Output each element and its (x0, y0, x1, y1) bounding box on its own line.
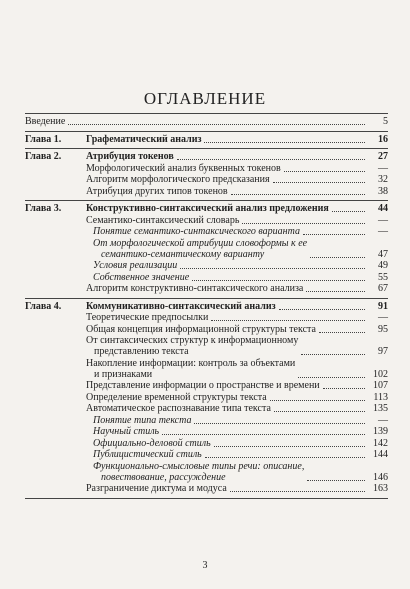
entry-title (86, 335, 298, 357)
entry-page: 97 (378, 346, 388, 357)
entry-title: Условия реализации (93, 260, 178, 271)
dot-leader (205, 457, 365, 458)
entry-page: — (378, 162, 388, 174)
entry-title: Разграничение диктума и модуса (86, 483, 227, 494)
chapter-page: 44 (378, 203, 388, 214)
chapter-page: 16 (378, 133, 388, 145)
toc-entry[interactable] (86, 324, 388, 335)
toc-entry[interactable] (86, 358, 388, 380)
entry-page: 113 (373, 391, 388, 403)
table-of-contents (25, 113, 388, 499)
toc-chapter-4[interactable] (25, 301, 388, 312)
chapter-label: Глава 4. (25, 300, 62, 312)
dot-leader (306, 291, 365, 292)
chapter-title: Атрибуция токенов (86, 151, 174, 162)
dot-leader (332, 211, 365, 212)
entry-page: 139 (373, 426, 388, 437)
entry-title-line2: и признаками (94, 368, 153, 380)
entry-title-line1: Накопление информации: контроль за объектами (86, 357, 296, 369)
toc-subentry[interactable] (93, 426, 388, 437)
toc-entry-intro[interactable] (25, 116, 388, 127)
entry-title: Научный стиль (93, 426, 160, 437)
entry-title: Представление информации о пространстве и времени (86, 380, 320, 391)
dot-leader (204, 142, 365, 143)
toc-chapter-3[interactable] (25, 203, 388, 214)
entry-page: — (378, 226, 388, 237)
dot-leader (192, 280, 365, 281)
entry-title: Определение временной структуры текста (86, 391, 267, 403)
dot-leader (214, 446, 365, 447)
dot-leader (177, 159, 365, 160)
toc-entry[interactable] (86, 403, 388, 414)
entry-page: 49 (378, 260, 388, 271)
entry-title-line2: повествование, рассуждение (101, 471, 226, 483)
chapter-page: 27 (378, 151, 388, 162)
entry-page: 107 (373, 380, 388, 391)
entry-title: Общая концепция информационной структуры текста (86, 323, 316, 335)
toc-subentry[interactable] (93, 226, 388, 237)
entry-title: Морфологический анализ буквенных токенов (86, 162, 281, 174)
toc-chapter-2[interactable] (25, 151, 388, 162)
toc-subentry[interactable] (93, 461, 388, 483)
toc-entry[interactable] (86, 163, 388, 174)
entry-page: 95 (378, 323, 388, 335)
dot-leader (279, 309, 365, 310)
entry-title: Понятие семантико-синтаксического варианта (93, 226, 300, 237)
toc-entry[interactable] (86, 186, 388, 197)
toc-entry[interactable] (86, 335, 388, 357)
entry-title: Семантико-синтаксический словарь (86, 214, 240, 226)
entry-title: Собственное значение (93, 271, 190, 283)
entry-page: 47 (378, 248, 388, 260)
entry-page: — (378, 214, 388, 226)
entry-title: Официально-деловой стиль (93, 437, 211, 449)
entry-page: 142 (373, 437, 388, 449)
entry-title: Введение (25, 116, 66, 127)
entry-page: — (378, 414, 388, 426)
chapter-title: Коммуникативно-синтаксический анализ (86, 300, 276, 312)
entry-title (93, 461, 304, 483)
entry-page: 5 (383, 116, 388, 127)
entry-title: Публицистический стиль (93, 449, 202, 460)
entry-title-line2: семантико-семантическому варианту (101, 248, 265, 260)
toc-entry[interactable] (86, 174, 388, 185)
toc-subentry[interactable] (93, 260, 388, 271)
entry-title-line1: Функционально-смысловые типы речи: описание, (93, 460, 305, 472)
entry-title: Теоретические предпосылки (86, 312, 209, 323)
entry-title (86, 358, 295, 380)
toc-entry[interactable] (86, 483, 388, 494)
dot-leader (180, 268, 365, 269)
entry-page: 102 (373, 368, 388, 380)
dot-leader (307, 480, 365, 481)
toc-subentry[interactable] (93, 415, 388, 426)
chapter-label: Глава 3. (25, 203, 62, 214)
entry-page: 67 (378, 283, 388, 294)
entry-title: Алгоритм конструктивно-синтаксического анализа (86, 283, 304, 294)
toc-chapter-1[interactable] (25, 134, 388, 145)
dot-leader (270, 400, 365, 401)
entry-page: — (378, 312, 388, 323)
entry-title-line1: От синтаксических структур к информационному (86, 335, 299, 346)
dot-leader (242, 223, 365, 224)
entry-page: 163 (373, 483, 388, 494)
divider (25, 498, 388, 499)
chapter-title: Графематический анализ (86, 133, 202, 145)
toc-subentry[interactable] (93, 238, 388, 260)
toc-entry[interactable] (86, 392, 388, 403)
toc-subentry[interactable] (93, 272, 388, 283)
chapter-label: Глава 1. (25, 133, 62, 145)
dot-leader (301, 354, 365, 355)
entry-title (93, 238, 307, 260)
entry-page: 38 (378, 185, 388, 197)
toc-subentry[interactable] (93, 438, 388, 449)
dot-leader (273, 182, 365, 183)
dot-leader (284, 171, 365, 172)
entry-page: 32 (378, 174, 388, 185)
dot-leader (274, 411, 365, 412)
dot-leader (211, 320, 365, 321)
entry-title: Алгоритм морфологического предсказания (86, 174, 270, 185)
dot-leader (194, 423, 365, 424)
chapter-label: Глава 2. (25, 151, 62, 162)
entry-page: 55 (378, 271, 388, 283)
dot-leader (319, 332, 365, 333)
entry-page: 144 (373, 449, 388, 460)
toc-entry[interactable] (86, 380, 388, 391)
dot-leader (323, 388, 365, 389)
page-title: ОГЛАВЛЕНИЕ (143, 89, 267, 108)
dot-leader (310, 257, 365, 258)
entry-title-line2: представлению текста (94, 346, 189, 357)
dot-leader (231, 194, 365, 195)
toc-entry[interactable] (86, 283, 388, 294)
entry-title-line1: От морфологической атрибуции словоформы к ее (93, 237, 308, 249)
chapter-title: Конструктивно-синтаксический анализ предложения (86, 203, 329, 214)
entry-title: Автоматическое распознавание типа текста (86, 403, 271, 414)
dot-leader (230, 491, 365, 492)
page-number: 3 (202, 560, 208, 571)
dot-leader (68, 124, 365, 125)
toc-entry[interactable] (86, 215, 388, 226)
entry-title: Атрибуция других типов токенов (86, 185, 228, 197)
entry-title: Понятие типа текста (93, 414, 192, 426)
chapter-page: 91 (378, 300, 388, 312)
entry-page: 146 (373, 471, 388, 483)
dot-leader (298, 377, 365, 378)
dot-leader (162, 434, 365, 435)
toc-entry[interactable] (86, 312, 388, 323)
dot-leader (303, 234, 365, 235)
toc-subentry[interactable] (93, 449, 388, 460)
entry-page: 135 (373, 403, 388, 414)
